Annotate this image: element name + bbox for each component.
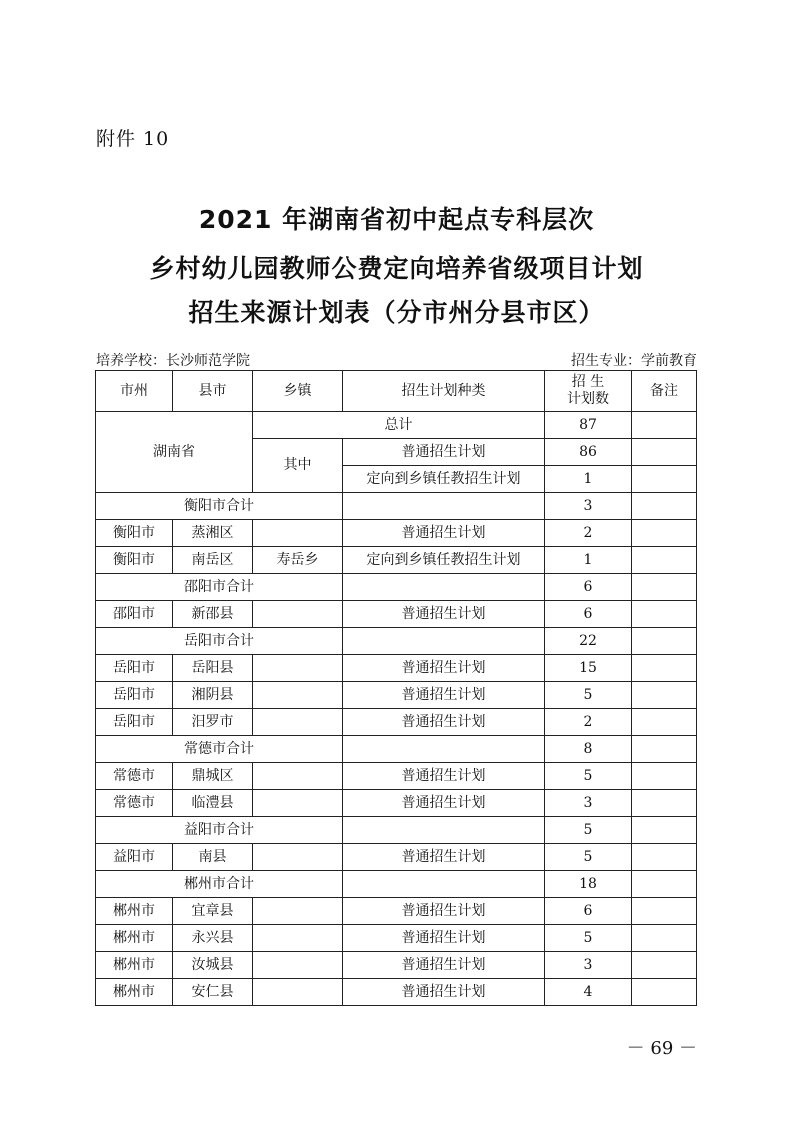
plan-count-cell: 5 bbox=[545, 763, 632, 790]
plan-count-cell: 5 bbox=[545, 925, 632, 952]
town-cell bbox=[253, 925, 343, 952]
city-cell: 邵阳市 bbox=[96, 601, 173, 628]
table-row bbox=[96, 520, 697, 547]
remark-cell bbox=[632, 952, 697, 979]
town-cell bbox=[253, 682, 343, 709]
plan-type-cell: 普通招生计划 bbox=[343, 709, 545, 736]
plan-count-cell: 5 bbox=[545, 682, 632, 709]
header-county: 县市 bbox=[173, 371, 253, 412]
county-cell: 鼎城区 bbox=[173, 763, 253, 790]
plan-count-cell: 15 bbox=[545, 655, 632, 682]
remark-cell bbox=[632, 466, 697, 493]
city-cell: 郴州市 bbox=[96, 925, 173, 952]
document-title-line-3: 招生来源计划表（分市州分县市区） bbox=[188, 298, 605, 327]
table-row bbox=[96, 682, 697, 709]
remark-cell bbox=[632, 844, 697, 871]
subtotal-label: 郴州市合计 bbox=[96, 871, 343, 898]
county-cell: 新邵县 bbox=[173, 601, 253, 628]
subtotal-count: 6 bbox=[545, 574, 632, 601]
town-cell bbox=[253, 655, 343, 682]
subtotal-count: 3 bbox=[545, 493, 632, 520]
city-subtotal-row bbox=[96, 574, 697, 601]
county-cell: 安仁县 bbox=[173, 979, 253, 1006]
town-cell bbox=[253, 790, 343, 817]
town-cell bbox=[253, 601, 343, 628]
town-cell: 寿岳乡 bbox=[253, 547, 343, 574]
city-cell: 衡阳市 bbox=[96, 547, 173, 574]
plan-type-cell bbox=[343, 736, 545, 763]
city-subtotal-row bbox=[96, 493, 697, 520]
province-total-label: 总计 bbox=[253, 412, 545, 439]
remark-cell bbox=[632, 439, 697, 466]
city-cell: 衡阳市 bbox=[96, 520, 173, 547]
plan-type-cell bbox=[343, 493, 545, 520]
remark-cell bbox=[632, 898, 697, 925]
plan-count-cell: 3 bbox=[545, 790, 632, 817]
header-plan-count-line-2: 计划数 bbox=[567, 391, 609, 407]
remark-cell bbox=[632, 979, 697, 1006]
province-general-count: 86 bbox=[545, 439, 632, 466]
remark-cell bbox=[632, 520, 697, 547]
remark-cell bbox=[632, 709, 697, 736]
town-cell bbox=[253, 844, 343, 871]
city-cell: 岳阳市 bbox=[96, 682, 173, 709]
table-row bbox=[96, 709, 697, 736]
table-row bbox=[96, 547, 697, 574]
remark-cell bbox=[632, 655, 697, 682]
town-cell bbox=[253, 520, 343, 547]
table-row bbox=[96, 790, 697, 817]
remark-cell bbox=[632, 763, 697, 790]
plan-type-cell: 普通招生计划 bbox=[343, 763, 545, 790]
remark-cell bbox=[632, 412, 697, 439]
subtotal-label: 益阳市合计 bbox=[96, 817, 343, 844]
plan-type-cell: 普通招生计划 bbox=[343, 601, 545, 628]
plan-type-cell bbox=[343, 574, 545, 601]
city-subtotal-row bbox=[96, 817, 697, 844]
table-row bbox=[96, 601, 697, 628]
plan-type-cell: 普通招生计划 bbox=[343, 790, 545, 817]
city-cell: 益阳市 bbox=[96, 844, 173, 871]
plan-count-cell: 6 bbox=[545, 601, 632, 628]
province-general-label: 普通招生计划 bbox=[343, 439, 545, 466]
county-cell: 宜章县 bbox=[173, 898, 253, 925]
county-cell: 汝城县 bbox=[173, 952, 253, 979]
subtotal-label: 岳阳市合计 bbox=[96, 628, 343, 655]
town-cell bbox=[253, 898, 343, 925]
header-remark: 备注 bbox=[632, 371, 697, 412]
subtotal-label: 邵阳市合计 bbox=[96, 574, 343, 601]
subtotal-count: 5 bbox=[545, 817, 632, 844]
remark-cell bbox=[632, 736, 697, 763]
county-cell: 汨罗市 bbox=[173, 709, 253, 736]
document-title-line-1: 2021 年湖南省初中起点专科层次 bbox=[198, 205, 595, 234]
remark-cell bbox=[632, 871, 697, 898]
plan-type-cell: 普通招生计划 bbox=[343, 655, 545, 682]
county-cell: 南岳区 bbox=[173, 547, 253, 574]
town-cell bbox=[253, 979, 343, 1006]
city-subtotal-row bbox=[96, 628, 697, 655]
page-number: － 69 － bbox=[626, 1038, 697, 1059]
province-total-count: 87 bbox=[545, 412, 632, 439]
plan-type-cell: 普通招生计划 bbox=[343, 520, 545, 547]
table-row bbox=[96, 898, 697, 925]
city-cell: 岳阳市 bbox=[96, 709, 173, 736]
plan-type-cell bbox=[343, 817, 545, 844]
remark-cell bbox=[632, 682, 697, 709]
remark-cell bbox=[632, 493, 697, 520]
town-cell bbox=[253, 952, 343, 979]
plan-count-cell: 4 bbox=[545, 979, 632, 1006]
plan-type-cell: 普通招生计划 bbox=[343, 979, 545, 1006]
county-cell: 岳阳县 bbox=[173, 655, 253, 682]
plan-count-cell: 1 bbox=[545, 547, 632, 574]
subtotal-count: 22 bbox=[545, 628, 632, 655]
plan-count-cell: 5 bbox=[545, 844, 632, 871]
table-row bbox=[96, 952, 697, 979]
plan-type-cell bbox=[343, 871, 545, 898]
table-row bbox=[96, 655, 697, 682]
subtotal-label: 衡阳市合计 bbox=[96, 493, 343, 520]
plan-count-cell: 2 bbox=[545, 709, 632, 736]
remark-cell bbox=[632, 574, 697, 601]
city-cell: 郴州市 bbox=[96, 979, 173, 1006]
school-label: 培养学校：长沙师范学院 bbox=[96, 353, 250, 369]
province-total-row bbox=[96, 412, 697, 439]
province-directed-label: 定向到乡镇任教招生计划 bbox=[343, 466, 545, 493]
remark-cell bbox=[632, 817, 697, 844]
remark-cell bbox=[632, 790, 697, 817]
town-cell bbox=[253, 763, 343, 790]
city-cell: 常德市 bbox=[96, 763, 173, 790]
enrollment-plan-table bbox=[95, 370, 697, 1006]
province-name: 湖南省 bbox=[96, 412, 253, 493]
county-cell: 临澧县 bbox=[173, 790, 253, 817]
table-row bbox=[96, 925, 697, 952]
province-directed-count: 1 bbox=[545, 466, 632, 493]
county-cell: 永兴县 bbox=[173, 925, 253, 952]
remark-cell bbox=[632, 601, 697, 628]
plan-type-cell: 普通招生计划 bbox=[343, 682, 545, 709]
remark-cell bbox=[632, 628, 697, 655]
table-row bbox=[96, 763, 697, 790]
header-plan-count bbox=[545, 371, 632, 412]
plan-type-cell: 普通招生计划 bbox=[343, 925, 545, 952]
plan-type-cell: 普通招生计划 bbox=[343, 844, 545, 871]
city-cell: 常德市 bbox=[96, 790, 173, 817]
county-cell: 湘阴县 bbox=[173, 682, 253, 709]
city-cell: 郴州市 bbox=[96, 952, 173, 979]
subtotal-count: 18 bbox=[545, 871, 632, 898]
province-of-which-label: 其中 bbox=[253, 439, 343, 493]
county-cell: 南县 bbox=[173, 844, 253, 871]
town-cell bbox=[253, 709, 343, 736]
plan-type-cell bbox=[343, 628, 545, 655]
remark-cell bbox=[632, 925, 697, 952]
plan-type-cell: 定向到乡镇任教招生计划 bbox=[343, 547, 545, 574]
city-subtotal-row bbox=[96, 871, 697, 898]
subtotal-count: 8 bbox=[545, 736, 632, 763]
plan-count-cell: 3 bbox=[545, 952, 632, 979]
county-cell: 蒸湘区 bbox=[173, 520, 253, 547]
major-label: 招生专业：学前教育 bbox=[571, 353, 697, 369]
header-town: 乡镇 bbox=[253, 371, 343, 412]
plan-type-cell: 普通招生计划 bbox=[343, 898, 545, 925]
plan-count-cell: 6 bbox=[545, 898, 632, 925]
city-cell: 岳阳市 bbox=[96, 655, 173, 682]
city-cell: 郴州市 bbox=[96, 898, 173, 925]
subtotal-label: 常德市合计 bbox=[96, 736, 343, 763]
table-row bbox=[96, 844, 697, 871]
header-plan-type: 招生计划种类 bbox=[343, 371, 545, 412]
table-row bbox=[96, 979, 697, 1006]
plan-type-cell: 普通招生计划 bbox=[343, 952, 545, 979]
plan-count-cell: 2 bbox=[545, 520, 632, 547]
header-plan-count-line-1: 招 生 bbox=[571, 374, 605, 390]
attachment-label: 附件 10 bbox=[96, 128, 170, 150]
city-subtotal-row bbox=[96, 736, 697, 763]
table-header-row bbox=[96, 371, 697, 412]
header-city: 市州 bbox=[96, 371, 173, 412]
document-title-line-2: 乡村幼儿园教师公费定向培养省级项目计划 bbox=[149, 254, 644, 283]
remark-cell bbox=[632, 547, 697, 574]
